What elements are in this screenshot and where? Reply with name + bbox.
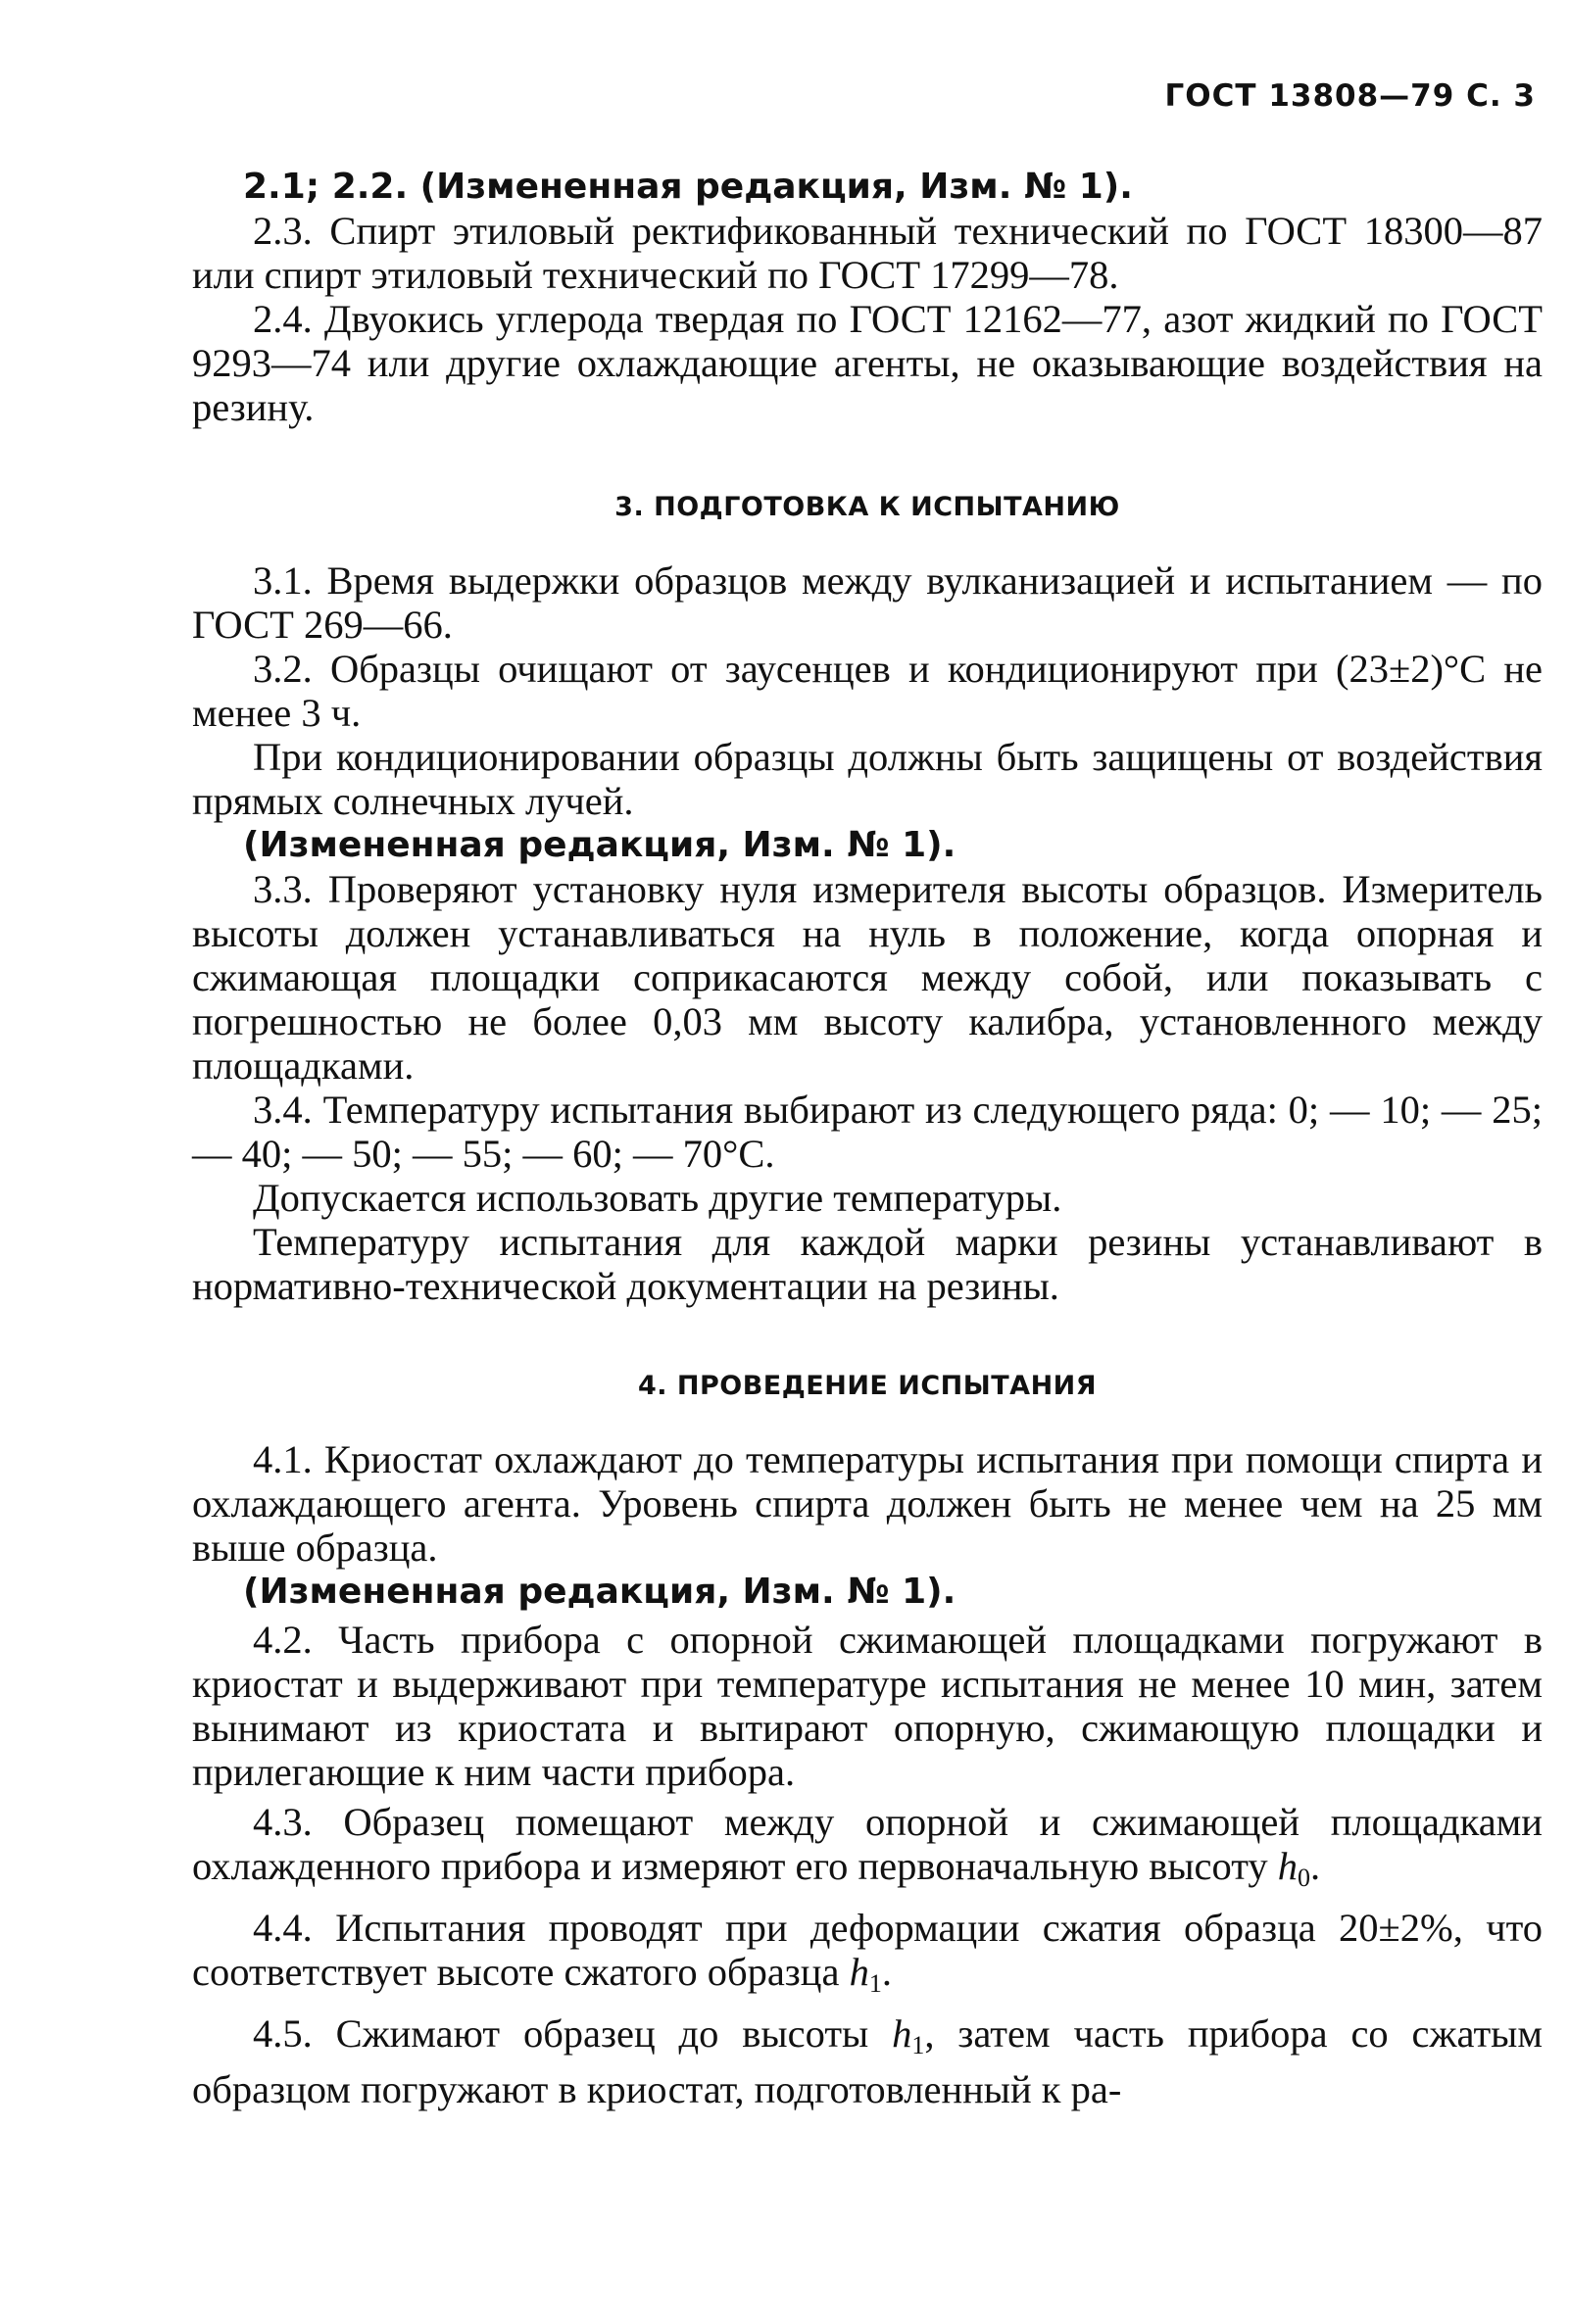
h1-symbol-4-5: h [892, 2011, 912, 2056]
paragraph-4-5-text-a: 4.5. Сжимают образец до высоты [253, 2011, 893, 2056]
section-title-3: 3. ПОДГОТОВКА К ИСПЫТАНИЮ [614, 492, 1120, 522]
paragraph-2-4: 2.4. Двуокись углерода твердая по ГОСТ 12162—77, азот жидкий по ГОСТ 9293—74 или другие охлаждающие агенты, не оказывающие воздействия на резину. [192, 297, 1543, 429]
paragraph-4-3 [192, 1800, 1543, 1900]
paragraph-3-4: 3.4. Температуру испытания выбирают из следующего ряда: 0; — 10; — 25; — 40; — 50; — 55; — 60; — 70°С. [192, 1088, 1543, 1176]
paragraph-4-5 [192, 2011, 1543, 2111]
running-head: ГОСТ 13808—79 С. 3 [1164, 78, 1536, 114]
paragraph-3-4-per-grade: Температуру испытания для каждой марки резины устанавливают в нормативно-технической документации на резины. [192, 1220, 1543, 1308]
h1-subscript: 1 [868, 1969, 882, 1998]
paragraph-3-3: 3.3. Проверяют установку нуля измерителя высоты образцов. Измеритель высоты должен устанавливаться на нуль в положение, когда опорная и сжимающая площадки соприкасаются между собой, или показывать с погрешностью не более 0,03 мм высоту калибра, установленного между площадками. [192, 867, 1543, 1088]
paragraph-3-4-other-temps: Допускается использовать другие температуры. [253, 1176, 1062, 1220]
paragraph-3-1: 3.1. Время выдержки образцов между вулканизацией и испытанием — по ГОСТ 269—66. [192, 558, 1543, 647]
edit-note-3: (Измененная редакция, Изм. № 1). [243, 825, 956, 865]
h0-symbol: h [1277, 1844, 1299, 1888]
paragraph-4-3-end: . [1310, 1844, 1321, 1888]
paragraph-3-2-continued: При кондиционировании образцы должны быть защищены от воздействия прямых солнечных лучей. [192, 735, 1543, 823]
edit-note-4: (Измененная редакция, Изм. № 1). [243, 1572, 956, 1612]
paragraph-4-2: 4.2. Часть прибора с опорной сжимающей площадками погружают в криостат и выдерживают при температуре испытания не менее 10 мин, затем вынимают из криостата и вытирают опорную, сжимающую площадки и прилегающие к ним части прибора. [192, 1618, 1543, 1794]
page-content [192, 165, 1543, 2111]
edit-note-2-1: 2.1; 2.2. (Измененная редакция, Изм. № 1). [243, 167, 1133, 207]
h1-subscript-4-5: 1 [911, 2031, 925, 2059]
h1-symbol: h [849, 1950, 869, 1994]
paragraph-4-5-text-b: , затем часть прибора со сжатым образцом погружают в криостат, подготовленный к ра- [192, 2011, 1543, 2111]
paragraph-4-1: 4.1. Криостат охлаждают до температуры испытания при помощи спирта и охлаждающего агента. Уровень спирта должен быть не менее чем на 25 мм выше образца. [192, 1437, 1543, 1570]
paragraph-2-3: 2.3. Спирт этиловый ректификованный технический по ГОСТ 18300—87 или спирт этиловый технический по ГОСТ 17299—78. [192, 209, 1543, 297]
section-title-4: 4. ПРОВЕДЕНИЕ ИСПЫТАНИЯ [637, 1371, 1098, 1401]
paragraph-4-3-text: 4.3. Образец помещают между опорной и сжимающей площадками охлажденного прибора и измеряют его первоначальную высоту [192, 1800, 1543, 1888]
h0-subscript: 0 [1298, 1864, 1311, 1892]
paragraph-4-4-text: 4.4. Испытания проводят при деформации сжатия образца 20±2%, что соответствует высоте сжатого образца [192, 1906, 1543, 1994]
paragraph-3-2: 3.2. Образцы очищают от заусенцев и кондиционируют при (23±2)°С не менее 3 ч. [192, 647, 1543, 735]
paragraph-4-4 [192, 1906, 1543, 2006]
paragraph-4-4-end: . [881, 1950, 892, 1994]
